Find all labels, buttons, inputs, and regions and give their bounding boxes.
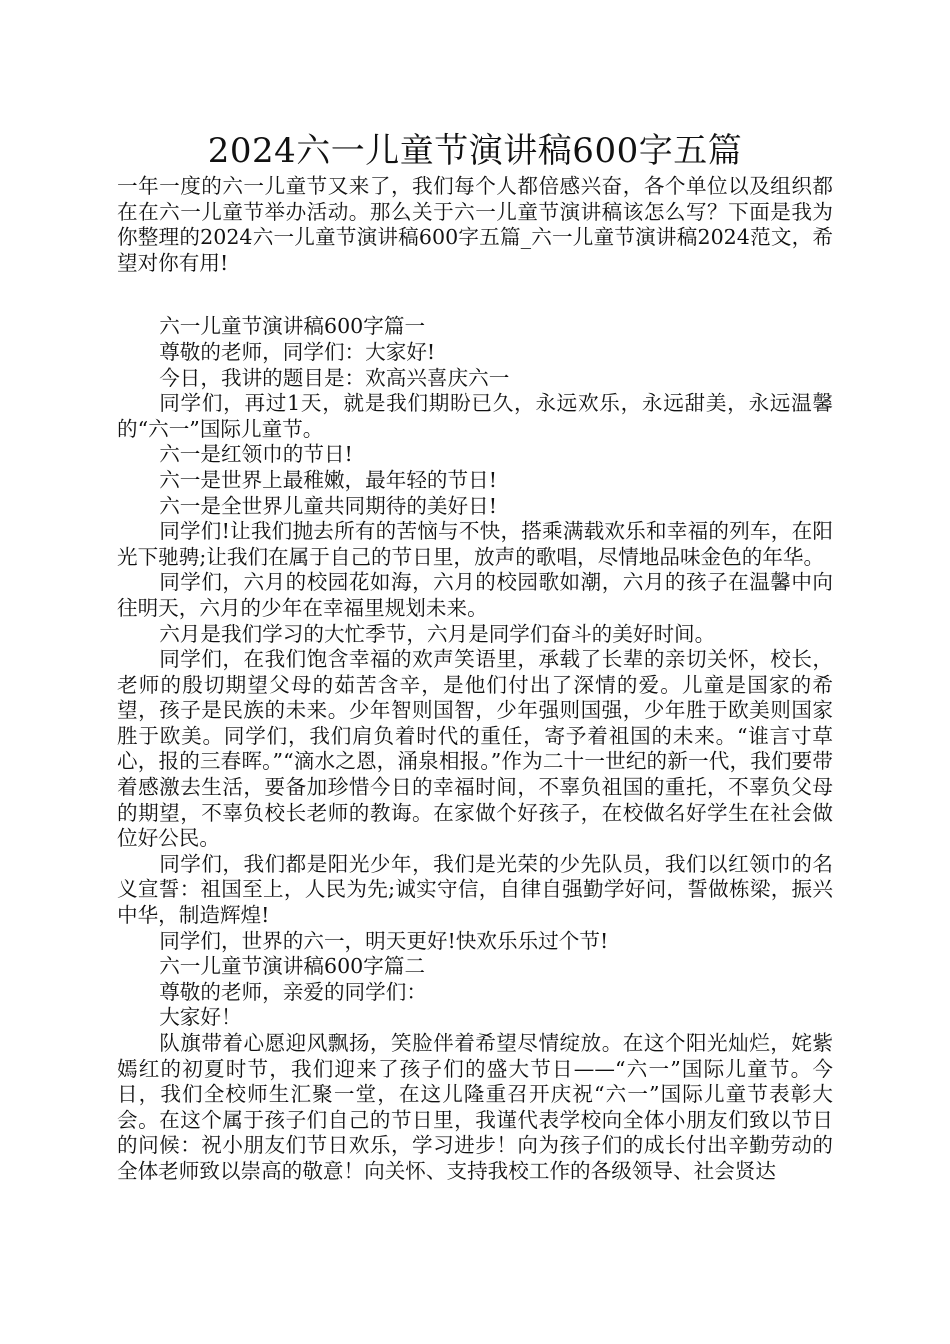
greeting-paragraph: 尊敬的老师，同学们：大家好!	[159, 339, 436, 364]
greeting-paragraph: 大家好！	[159, 1005, 242, 1030]
body-paragraph: 六一是红领巾的节日!	[159, 442, 353, 467]
document-title: 2024六一儿童节演讲稿600字五篇	[207, 131, 743, 171]
body-paragraph: 同学们!让我们抛去所有的苦恼与不快，搭乘满载欢乐和幸福的列车，在阳光下驰骋;让我们在属于自己的节日里，放声的歌唱，尽情地品味金色的年华。	[117, 519, 833, 569]
greeting-paragraph: 尊敬的老师，亲爱的同学们：	[159, 979, 427, 1004]
intro-paragraph: 一年一度的六一儿童节又来了，我们每个人都倍感兴奋，各个单位以及组织都在在六一儿童节举办活动。那么关于六一儿童节演讲稿该怎么写？下面是我为你整理的2024六一儿童节演讲稿600字五篇_六一儿童节演讲稿2024范文，希望对你有用!	[117, 174, 833, 275]
heading-part-one: 六一儿童节演讲稿600字篇一	[159, 314, 426, 339]
topic-paragraph: 今日，我讲的题目是：欢高兴喜庆六一	[159, 365, 510, 390]
body-paragraph: 同学们，六月的校园花如海，六月的校园歌如潮，六月的孩子在温馨中向往明天，六月的少年在幸福里规划未来。	[117, 570, 833, 620]
document-page	[117, 128, 833, 1185]
body-paragraph: 六一是全世界儿童共同期待的美好日!	[159, 493, 497, 518]
body-paragraph: 同学们，在我们饱含幸福的欢声笑语里，承载了长辈的亲切关怀，校长，老师的殷切期望父母的茹苦含辛，是他们付出了深情的爱。儿童是国家的希望，孩子是民族的未来。少年智则国智，少年强则国强，少年胜于欧美则国家胜于欧美。同学们，我们肩负着时代的重任，寄予着祖国的未来。“谁言寸草心，报的三春晖。”“滴水之恩，涌泉相报。”作为二十一世纪的新一代，我们要带着感激去生活，要备加珍惜今日的幸福时间，不辜负祖国的重托，不辜负父母的期望，不辜负校长老师的教诲。在家做个好孩子，在校做名好学生在社会做位好公民。	[117, 647, 833, 851]
body-paragraph: 同学们，再过1天，就是我们期盼已久，永远欢乐，永远甜美，永远温馨的“六一”国际儿童节。	[117, 391, 833, 441]
body-paragraph: 队旗带着心愿迎风飘扬，笑脸伴着希望尽情绽放。在这个阳光灿烂，姹紫嫣红的初夏时节，我们迎来了孩子们的盛大节日——“六一”国际儿童节。今日，我们全校师生汇聚一堂，在这儿隆重召开庆祝“六一”国际儿童节表彰大会。在这个属于孩子们自己的节日里，我谨代表学校向全体小朋友们致以节日的问候：祝小朋友们节日欢乐，学习进步！向为孩子们的成长付出辛勤劳动的全体老师致以崇高的敬意！向关怀、支持我校工作的各级领导、社会贤达	[117, 1031, 833, 1183]
section-gap	[117, 276, 833, 314]
body-paragraph: 同学们，世界的六一，明天更好!快欢乐乐过个节!	[159, 928, 609, 953]
body-paragraph: 六月是我们学习的大忙季节，六月是同学们奋斗的美好时间。	[159, 621, 716, 646]
heading-part-two: 六一儿童节演讲稿600字篇二	[159, 954, 426, 979]
body-paragraph: 同学们，我们都是阳光少年，我们是光荣的少先队员，我们以红领巾的名义宣誓：祖国至上，人民为先;诚实守信，自律自强勤学好问，誓做栋梁，振兴中华，制造辉煌!	[117, 851, 833, 928]
body-paragraph: 六一是世界上最稚嫩，最年轻的节日!	[159, 467, 497, 492]
